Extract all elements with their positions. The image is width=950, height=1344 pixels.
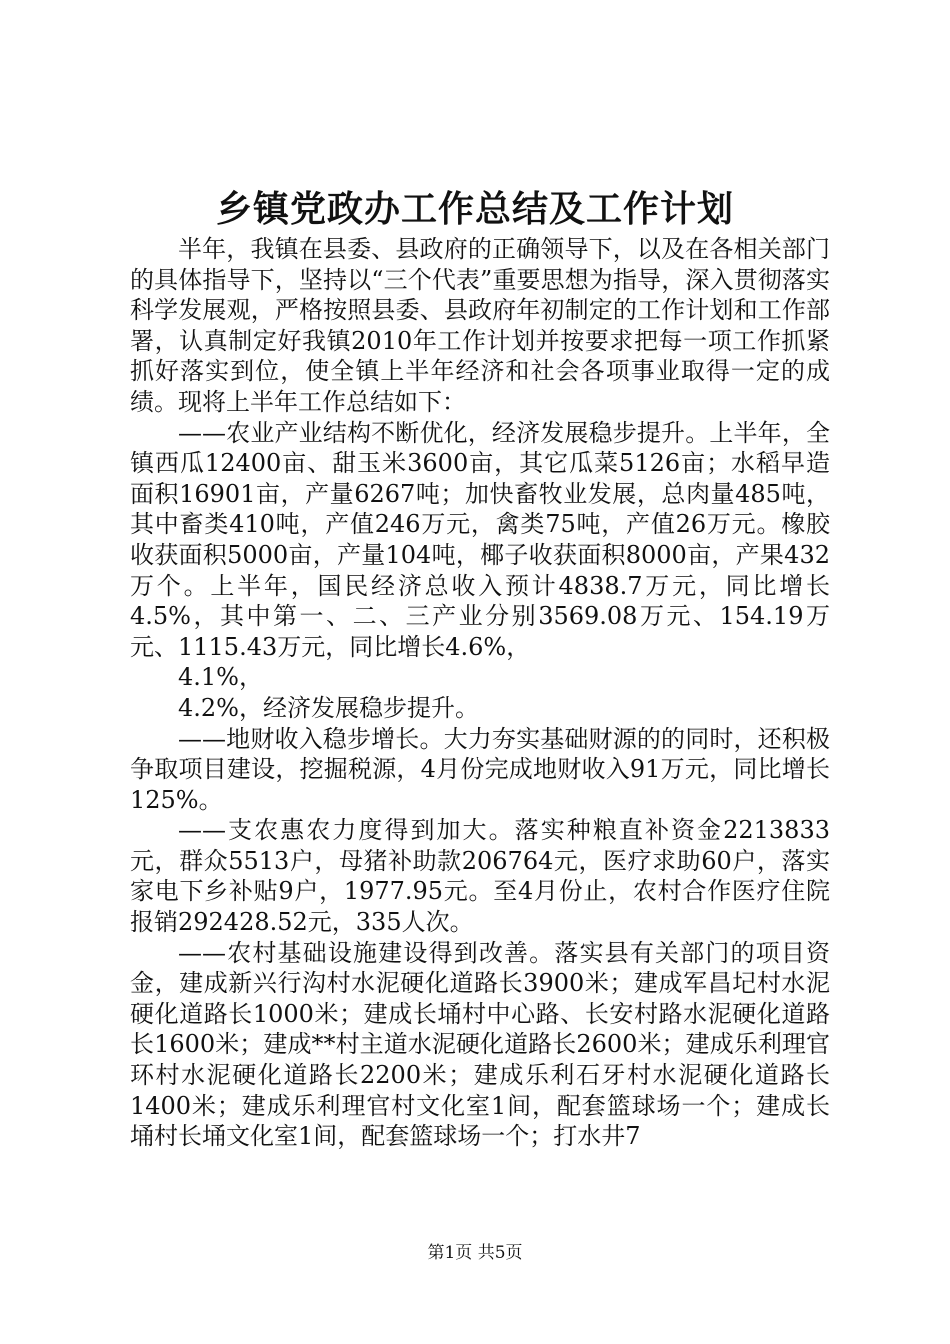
paragraph-agriculture: ——农业产业结构不断优化，经济发展稳步提升。上半年，全镇西瓜12400亩、甜玉米3600亩，其它瓜菜5126亩；水稻早造面积16901亩，产量6267吨；加快畜牧业发展，总肉量485吨，其中畜类410吨，产值246万元，禽类75吨，产值26万元。橡胶收获面积5000亩，产量104吨，椰子收获面积8000亩，产果432万个。上半年，国民经济总收入预计4838.7万元，同比增长4.5%，其中第一、二、三产业分别3569.08万元、154.19万元、1115.43万元，同比增长4.6%， [130, 418, 830, 661]
document-body [130, 234, 830, 1152]
paragraph-intro: 半年，我镇在县委、县政府的正确领导下，以及在各相关部门的具体指导下，坚持以“三个代表”重要思想为指导，深入贯彻落实科学发展观，严格按照县委、县政府年初制定的工作计划和工作部署，认真制定好我镇2010年工作计划并按要求把每一项工作抓紧抓好落实到位，使全镇上半年经济和社会各项事业取得一定的成绩。现将上半年工作总结如下： [130, 235, 830, 416]
page-footer: 第1页 共5页 [427, 1243, 523, 1263]
paragraph-growth-line-2: 4.2%，经济发展稳步提升。 [178, 693, 479, 722]
paragraph-infrastructure: ——农村基础设施建设得到改善。落实县有关部门的项目资金，建成新兴行沟村水泥硬化道路长3900米；建成军昌圮村水泥硬化道路长1000米；建成长埇村中心路、长安村路水泥硬化道路长1600米；建成**村主道水泥硬化道路长2600米；建成乐利理官环村水泥硬化道路长2200米；建成乐利石牙村水泥硬化道路长1400米；建成乐利理官村文化室1间，配套篮球场一个；建成长埇村长埇文化室1间，配套篮球场一个；打水井7 [130, 938, 830, 1151]
paragraph-growth-line-1: 4.1%， [178, 663, 263, 692]
paragraph-fiscal-revenue: ——地财收入稳步增长。大力夯实基础财源的的同时，还积极争取项目建设，挖掘税源，4月份完成地财收入91万元，同比增长125%。 [130, 724, 830, 814]
paragraph-rural-support: ——支农惠农力度得到加大。落实种粮直补资金2213833元，群众5513户，母猪补助款206764元，医疗求助60户，落实家电下乡补贴9户，1977.95元。至4月份止，农村合作医疗住院报销292428.52元，335人次。 [130, 816, 830, 937]
document-title: 乡镇党政办工作总结及工作计划 [215, 188, 734, 230]
